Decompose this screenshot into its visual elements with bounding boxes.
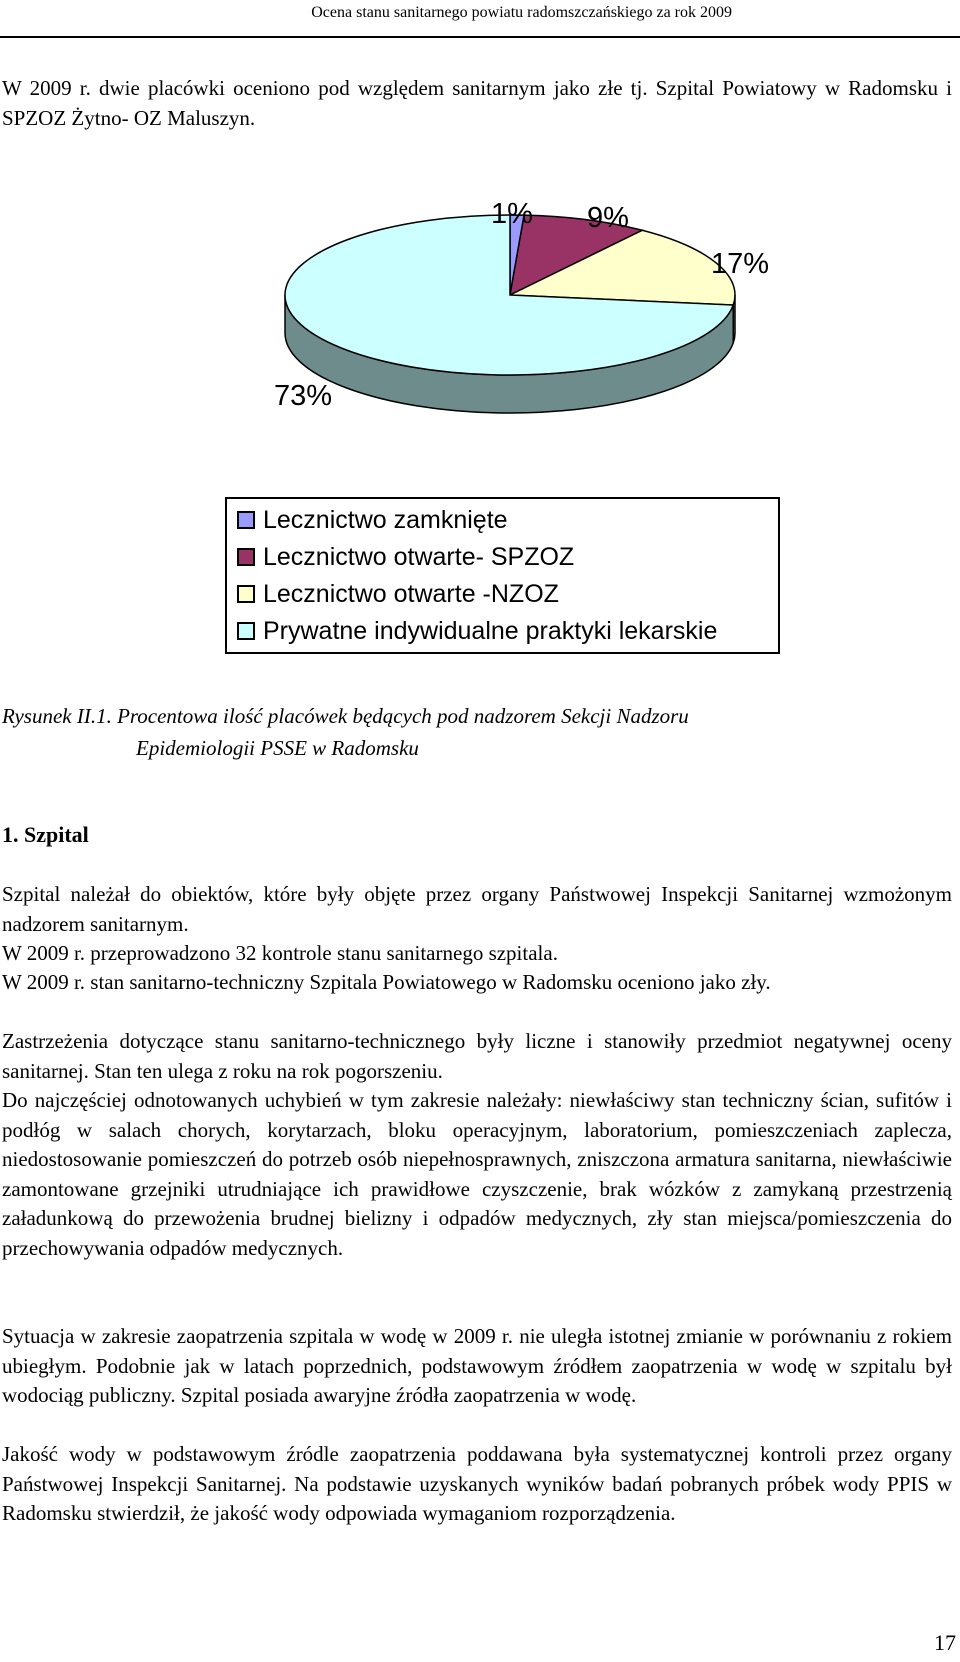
caption-line-1: Rysunek II.1. Procentowa ilość placówek będących pod nadzorem Sekcji Nadzoru (2, 704, 689, 728)
figure-caption (2, 700, 942, 764)
legend-swatch-2 (237, 548, 255, 566)
legend-swatch-1 (237, 511, 255, 529)
pie-label-lecznictwo-zamkniete: 1% (491, 198, 533, 230)
paragraph-3: W 2009 r. stan sanitarno-techniczny Szpitala Powiatowego w Radomsku oceniono jako zły. (2, 970, 771, 994)
chart-legend (225, 497, 780, 654)
page-header (0, 0, 960, 38)
legend-swatch-4 (237, 622, 255, 640)
paragraph-4: Zastrzeżenia dotyczące stanu sanitarno-technicznego były liczne i stanowiły przedmiot negatywnej oceny sanitarnej. Stan ten ulega z roku na rok pogorszeniu. (2, 1029, 952, 1083)
legend-label: Prywatne indywidualne praktyki lekarskie (263, 616, 718, 645)
section-title: 1. Szpital (2, 822, 89, 847)
paragraph-5: Do najczęściej odnotowanych uchybień w tym zakresie należały: niewłaściwy stan techniczny ścian, sufitów i podłóg w salach chorych, korytarzach, bloku operacyjnym, laboratorium, pomieszczeniach zaplecza, niedostosowanie pomieszczeń do potrzeb osób niepełnosprawnych, zniszczona armatura sanitarna, niewłaściwie zamontowane grzejniki utrudniające ich prawidłowe czyszczenie, brak wózków z zamykaną przestrzenią załadunkową do przewożenia brudnej bielizny i odpadów medycznych, zły stan miejsca/pomieszczenia do przechowywania odpadów medycznych. (2, 1088, 952, 1260)
legend-label: Lecznictwo otwarte -NZOZ (263, 579, 559, 608)
legend-label: Lecznictwo zamknięte (263, 505, 508, 534)
intro-paragraph: W 2009 r. dwie placówki oceniono pod względem sanitarnym jako złe tj. Szpital Powiatowy w Radomsku i SPZOZ Żytno- OZ Maluszyn. (2, 76, 952, 130)
legend-label: Lecznictwo otwarte- SPZOZ (263, 542, 575, 571)
pie-label-spzoz: 9% (587, 202, 629, 234)
header-title: Ocena stanu sanitarnego powiatu radomszczańskiego za rok 2009 (311, 4, 732, 21)
legend-item-prywatne (237, 616, 717, 646)
legend-item-lecznictwo-zamkniete (237, 505, 508, 535)
legend-item-nzoz (237, 579, 559, 609)
page-number: 17 (934, 1630, 956, 1655)
paragraph-2: W 2009 r. przeprowadzono 32 kontrole stanu sanitarnego szpitala. (2, 941, 558, 965)
legend-item-spzoz (237, 542, 574, 572)
paragraph-7: Jakość wody w podstawowym źródle zaopatrzenia poddawana była systematycznej kontroli przez organy Państwowej Inspekcji Sanitarnej. Na podstawie uzyskanych wyników badań pobranych próbek wody PPIS w Radomsku stwierdził, że jakość wody odpowiada wymaganiom rozporządzenia. (2, 1442, 952, 1525)
pie-label-nzoz: 17% (711, 248, 770, 280)
paragraph-6: Sytuacja w zakresie zaopatrzenia szpitala w wodę w 2009 r. nie uległa istotnej zmianie w porównaniu z rokiem ubiegłym. Podobnie jak w latach poprzednich, podstawowym źródłem zaopatrzenia w wodę w szpitalu był wodociąg publiczny. Szpital posiada awaryjne źródła zaopatrzenia w wodę. (2, 1324, 952, 1407)
pie-label-prywatne: 73% (274, 380, 333, 412)
pie-tops (285, 215, 735, 375)
legend-swatch-3 (237, 585, 255, 603)
caption-line-2: Epidemiologii PSSE w Radomsku (136, 736, 419, 760)
paragraph-1: Szpital należał do obiektów, które były objęte przez organy Państwowej Inspekcji Sanitarnej wzmożonym nadzorem sanitarnym. (2, 882, 952, 936)
